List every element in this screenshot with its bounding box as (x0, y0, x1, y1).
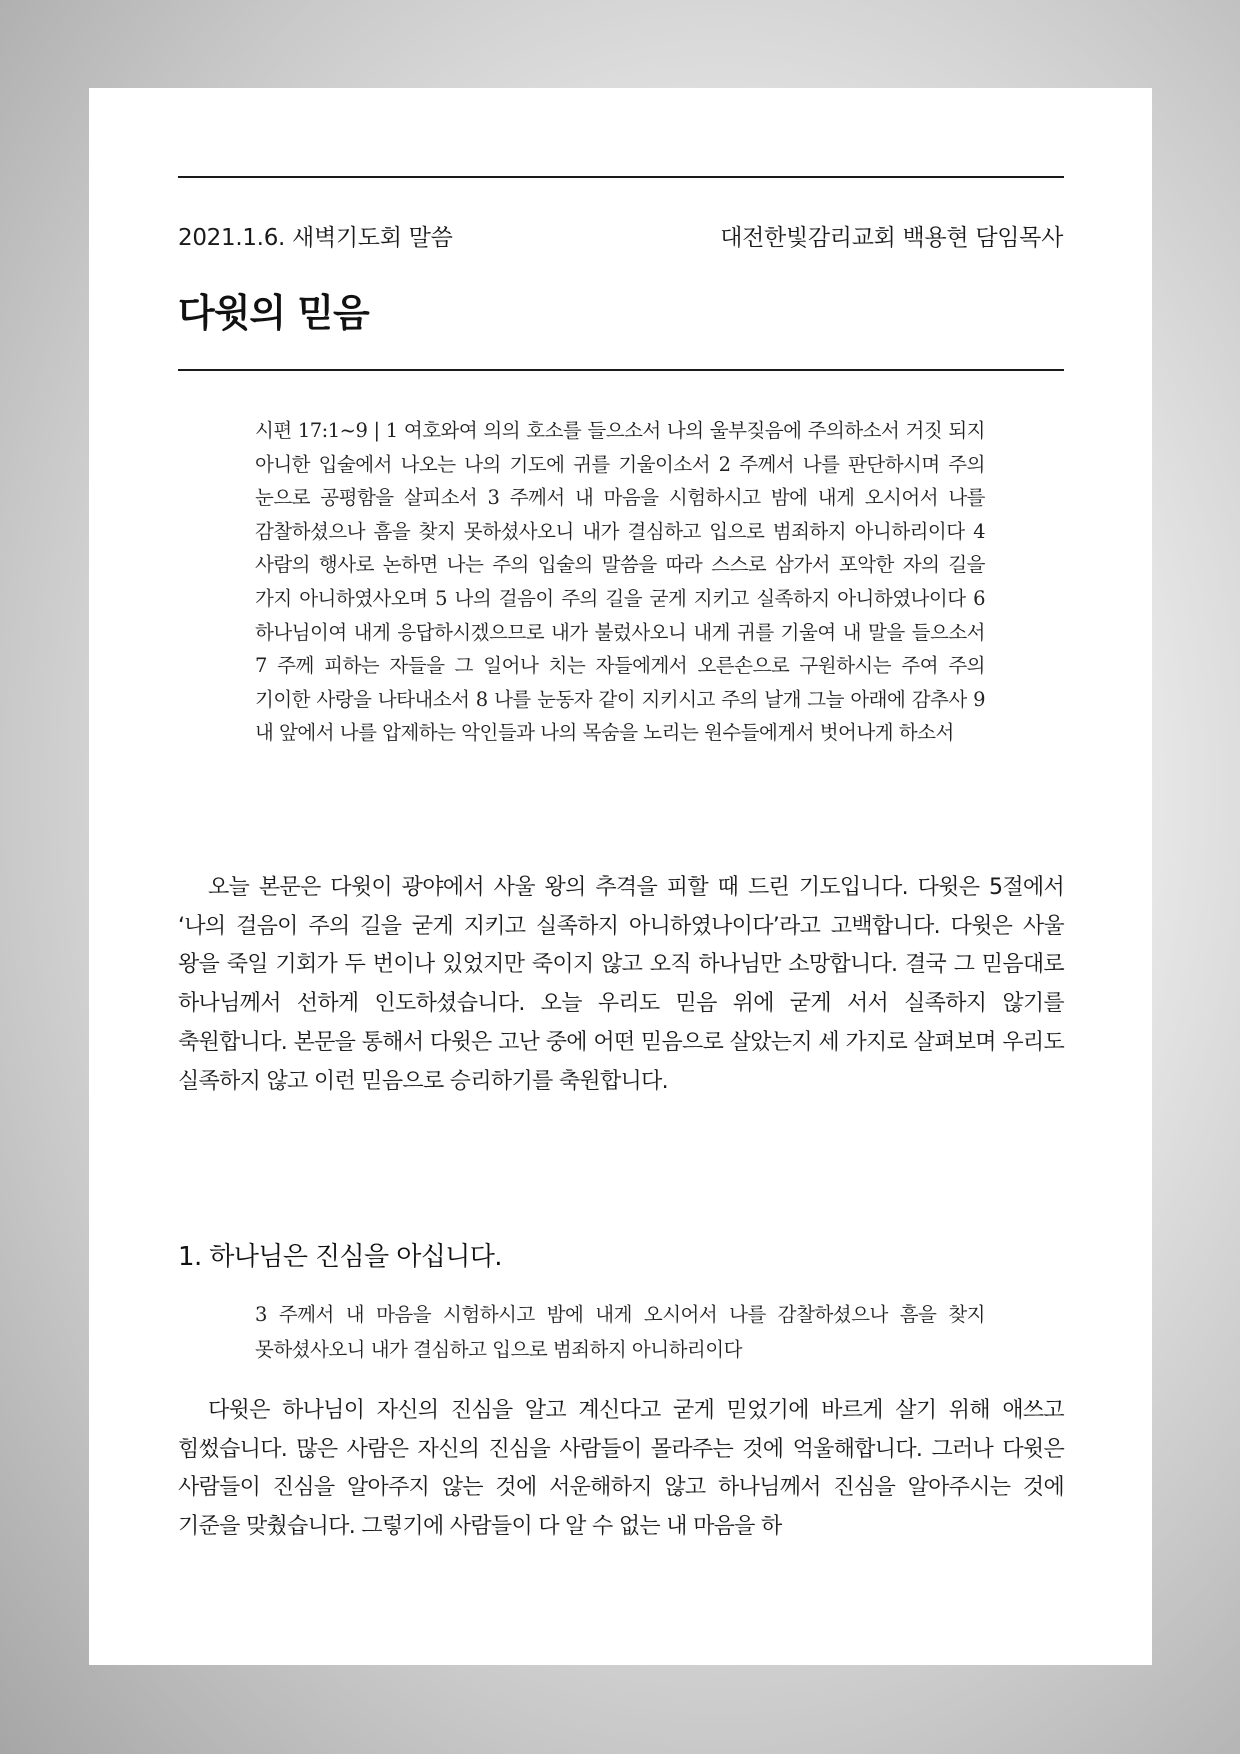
church-pastor: 대전한빛감리교회 백용현 담임목사 (720, 225, 1063, 251)
section-scripture-quote: 3 주께서 내 마음을 시험하시고 밤에 내게 오시어서 나를 감찰하셨으나 흠을 찾지 못하셨사오니 내가 결심하고 입으로 범죄하지 아니하리이다 (255, 1303, 985, 1361)
service-date: 2021.1.6. 새벽기도회 말씀 (178, 225, 453, 251)
scripture-quote: 시편 17:1~9 | 1 여호와여 의의 호소를 들으소서 나의 울부짖음에 주의하소서 거짓 되지 아니한 입술에서 나오는 나의 기도에 귀를 기울이소서 2 주께서 나를 판단하시며 주의 눈으로 공평함을 살피소서 3 주께서 내 마음을 시험하시고 밤에 내게 오시어서 나를 감찰하셨으나 흠을 찾지 못하셨사오니 내가 결심하고 입으로 범죄하지 아니하리이다 4 사람의 행사로 논하면 나는 주의 입술의 말씀을 따라 스스로 삼가서 포악한 자의 길을 가지 아니하였사오며 5 나의 걸음이 주의 길을 굳게 지키고 실족하지 아니하였나이다 6 하나님이여 내게 응답하시겠으므로 내가 불렀사오니 내게 귀를 기울여 내 말을 들으소서 7 주께 피하는 자들을 그 일어나 치는 자들에게서 오른손으로 구원하시는 주여 주의 기이한 사랑을 나타내소서 8 나를 눈동자 같이 지키시고 주의 날개 그늘 아래에 감추사 9 내 앞에서 나를 압제하는 악인들과 나의 목숨을 노리는 원수들에게서 벗어나게 하소서 (255, 419, 985, 745)
intro-paragraph: 오늘 본문은 다윗이 광야에서 사울 왕의 추격을 피할 때 드린 기도입니다. 다윗은 5절에서 ‘나의 걸음이 주의 길을 굳게 지키고 실족하지 아니하였나이다’라고 고백합니다. 다윗은 사울 왕을 죽일 기회가 두 번이나 있었지만 죽이지 않고 오직 하나님만 소망합니다. 결국 그 믿음대로 하나님께서 선하게 인도하셨습니다. 오늘 우리도 믿음 위에 굳게 서서 실족하지 않기를 축원합니다. 본문을 통해서 다윗은 고난 중에 어떤 믿음으로 살았는지 세 가지로 살펴보며 우리도 실족하지 않고 이런 믿음으로 승리하기를 축원합니다. (178, 875, 1064, 1094)
section-heading: 1. 하나님은 진심을 아십니다. (178, 1242, 502, 1272)
sermon-title: 다윗의 믿음 (178, 291, 369, 335)
document-page (89, 88, 1152, 1665)
title-divider (178, 369, 1064, 371)
top-divider (178, 176, 1064, 178)
section-paragraph: 다윗은 하나님이 자신의 진심을 알고 계신다고 굳게 믿었기에 바르게 살기 위해 애쓰고 힘썼습니다. 많은 사람은 자신의 진심을 사람들이 몰라주는 것에 억울해합니다. 그러나 다윗은 사람들이 진심을 알아주지 않는 것에 서운해하지 않고 하나님께서 진심을 알아주시는 것에 기준을 맞췄습니다. 그렇기에 사람들이 다 알 수 없는 내 마음을 하 (178, 1398, 1064, 1540)
